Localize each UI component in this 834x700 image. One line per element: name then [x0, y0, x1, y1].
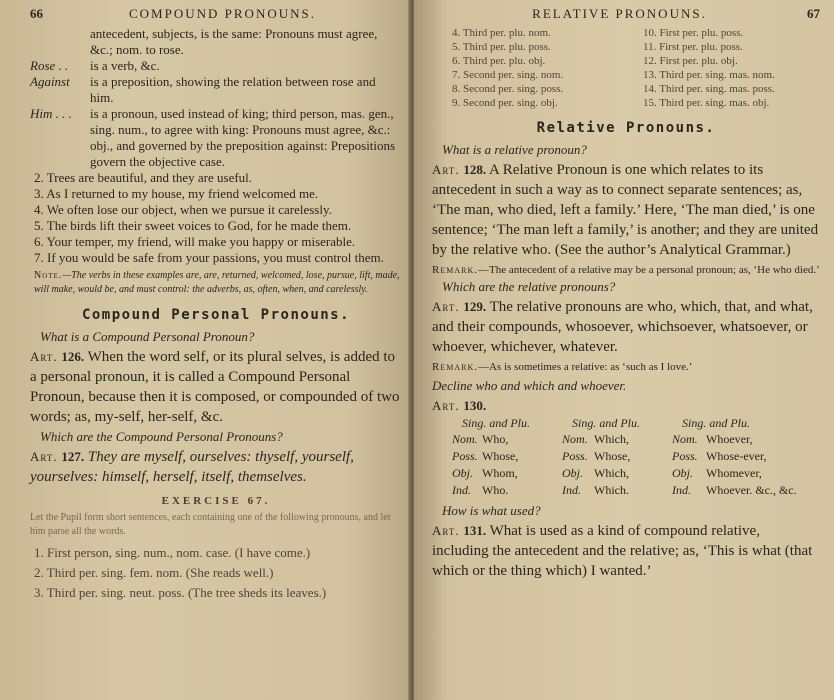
note-label: Note.: [34, 270, 63, 281]
remark: [432, 263, 820, 277]
parse-line: [30, 106, 402, 170]
example-sentence: 6. Your temper, my friend, will make you happy or miserable.: [34, 234, 356, 249]
remark-label: Remark.: [432, 361, 478, 373]
declension-cell: Whose,: [482, 449, 519, 463]
left-page-header: [30, 6, 402, 22]
parse-line: [30, 74, 402, 106]
article-label: Art.: [30, 349, 58, 364]
table-cell: 11. First per. plu. poss.: [643, 41, 743, 53]
exercise-item: 1. First person, sing. num., nom. case. (I have come.): [34, 545, 311, 560]
parse-text: is a pronoun, used instead of king; third person, mas. gen., sing. num., to agree with king: Pronouns must agree, &c.: obj., and governed by the preposition against: Prepositions govern the objective case.: [90, 106, 396, 169]
article-label: Art.: [432, 523, 460, 538]
case-label: Ind.: [562, 483, 581, 497]
table-cell: 9. Second per. sing. obj.: [452, 97, 558, 109]
question: Which are the relative pronouns?: [442, 279, 616, 294]
example-sentence: 7. If you would be safe from your passions, you must control them.: [34, 250, 384, 265]
article-label: Art.: [432, 162, 460, 177]
article-number: 127.: [61, 449, 85, 464]
article-131: [432, 521, 820, 581]
remark-label: Remark.: [432, 264, 478, 276]
declension-cell: Whom,: [482, 466, 518, 480]
table-cell: 8. Second per. sing. poss.: [452, 83, 564, 95]
case-label: Poss.: [562, 449, 588, 463]
case-label: Obj.: [562, 466, 583, 480]
declension-cell: Whose-ever,: [706, 449, 767, 463]
declension-table: [452, 431, 820, 499]
remark: [432, 360, 820, 374]
article-130: [432, 396, 820, 416]
case-label: Poss.: [452, 449, 478, 463]
article-text: When the word self, or its plural selves, is added to a personal pronoun, it is called a Compound Personal Pronoun, because then it is composed, or compounded of two words; as, my-self, her-self, &c.: [30, 349, 400, 425]
article-text: What is used as a kind of compound relative, including the antecedent and the relative; as, ‘This is what (that which or the thing which) I wanted.’: [432, 523, 813, 579]
article-127: [30, 447, 402, 487]
parse-block: [30, 26, 402, 170]
exercise-instructions: Let the Pupil form short sentences, each containing one of the following pronouns, and let him parse all the words.: [30, 512, 391, 537]
example-sentence: 3. As I returned to my house, my friend welcomed me.: [34, 186, 319, 201]
parse-line: antecedent, subjects, is the same: Pronouns must agree, &c.; nom. to rose.: [90, 26, 378, 57]
remark-text: —The antecedent of a relative may be a personal pronoun; as, ‘He who died.’: [477, 264, 820, 276]
case-label: Ind.: [672, 483, 691, 497]
case-label: Nom.: [562, 432, 588, 446]
table-cell: 12. First per. plu. obj.: [643, 55, 738, 67]
case-label: Obj.: [672, 466, 693, 480]
left-page-number: 66: [30, 6, 43, 21]
case-label: Poss.: [672, 449, 698, 463]
note-text: —The verbs in these examples are, are, returned, welcomed, lose, pursue, lift, made, will make, would be, and must control: the adverbs, as, often, when, and carelessly.: [34, 270, 400, 295]
example-sentence: 2. Trees are beautiful, and they are useful.: [34, 170, 253, 185]
declension-cell: Whose,: [594, 449, 631, 463]
parse-label: Rose . .: [30, 58, 69, 73]
article-label: Art.: [432, 398, 460, 413]
question: Which are the Compound Personal Pronouns?: [40, 429, 283, 444]
declension-cell: Who,: [482, 432, 509, 446]
parse-text: is a preposition, showing the relation between rose and him.: [90, 74, 376, 105]
example-sentence: 5. The birds lift their sweet voices to God, for he made them.: [34, 218, 352, 233]
declension-header: Sing. and Plu.: [462, 416, 530, 430]
pronoun-exercise-table: [452, 26, 820, 110]
exercise-item: 2. Third per. sing. fem. nom. (She reads well.): [34, 565, 274, 580]
article-text: The relative pronouns are who, which, that, and what, and their compounds, whosoever, whichsoever, whatsoever, or whoever, whichever, whatever.: [432, 299, 813, 355]
question: What is a Compound Personal Pronoun?: [40, 329, 255, 344]
article-128: [432, 160, 820, 260]
example-list: [34, 170, 402, 266]
decline-instruction: Decline who and which and whoever.: [432, 378, 627, 393]
right-page-header: [432, 6, 820, 22]
note: [34, 269, 402, 297]
parse-line: [30, 58, 402, 74]
declension-cell: Whomever,: [706, 466, 762, 480]
table-cell: 14. Third per. sing. mas. poss.: [643, 83, 775, 95]
exercise-item: 3. Third per. sing. neut. poss. (The tree sheds its leaves.): [34, 585, 327, 600]
table-cell: 10. First per. plu. poss.: [643, 27, 744, 39]
article-number: 131.: [463, 523, 487, 538]
case-label: Obj.: [452, 466, 473, 480]
declension-header: Sing. and Plu.: [682, 416, 750, 430]
left-page: [0, 0, 410, 700]
parse-text: is a verb, &c.: [90, 58, 160, 73]
table-cell: 13. Third per. sing. mas. nom.: [643, 69, 775, 81]
parse-label: Him . . .: [30, 106, 72, 121]
declension-cell: Whoever,: [706, 432, 753, 446]
article-label: Art.: [30, 449, 58, 464]
article-number: 130.: [463, 398, 487, 413]
declension-header: Sing. and Plu.: [572, 416, 640, 430]
article-text: A Relative Pronoun is one which relates to its antecedent in such a way as to connect separate sentences; as, ‘The man, who died, left a family.’ Here, ‘The man died,’ is one sentence; ‘The man left a family,’ is another; and they are united by the relative who. (See the author’s Analytical Grammar.): [432, 162, 819, 258]
article-text: They are myself, ourselves: thyself, yourself, yourselves: himself, herself, itself, themselves.: [30, 449, 354, 485]
case-label: Ind.: [452, 483, 471, 497]
table-cell: 15. Third per. sing. mas. obj.: [643, 97, 770, 109]
article-number: 128.: [463, 162, 487, 177]
section-title: Compound Personal Pronouns.: [81, 307, 351, 323]
declension-cell: Which,: [594, 466, 629, 480]
table-cell: 7. Second per. sing. nom.: [452, 69, 564, 81]
table-cell: 5. Third per. plu. poss.: [452, 41, 551, 53]
declension-cell: Who.: [482, 483, 509, 497]
section-title: Relative Pronouns.: [536, 120, 716, 136]
left-running-head: COMPOUND PRONOUNS.: [129, 6, 316, 21]
right-running-head: RELATIVE PRONOUNS.: [532, 6, 707, 21]
question: How is what used?: [442, 503, 541, 518]
right-page: [414, 0, 834, 700]
question: What is a relative pronoun?: [442, 142, 587, 157]
remark-text: —As is sometimes a relative: as ‘such as I love.’: [477, 361, 693, 373]
case-label: Nom.: [452, 432, 478, 446]
declension-headers: [462, 416, 820, 431]
example-sentence: 4. We often lose our object, when we pursue it carelessly.: [34, 202, 332, 217]
declension-cell: Whoever. &c., &c.: [706, 483, 797, 497]
article-label: Art.: [432, 299, 460, 314]
exercise-title: EXERCISE 67.: [161, 495, 271, 507]
declension-cell: Which,: [594, 432, 629, 446]
right-page-number: 67: [806, 6, 820, 21]
article-number: 126.: [61, 349, 85, 364]
case-label: Nom.: [672, 432, 698, 446]
article-129: [432, 297, 820, 357]
table-cell: 4. Third per. plu. nom.: [452, 27, 551, 39]
article-126: [30, 347, 402, 427]
article-number: 129.: [463, 299, 487, 314]
declension-cell: Which.: [594, 483, 629, 497]
table-cell: 6. Third per. plu. obj.: [452, 55, 546, 67]
parse-label: Against: [30, 74, 70, 89]
exercise-items: [34, 543, 402, 603]
